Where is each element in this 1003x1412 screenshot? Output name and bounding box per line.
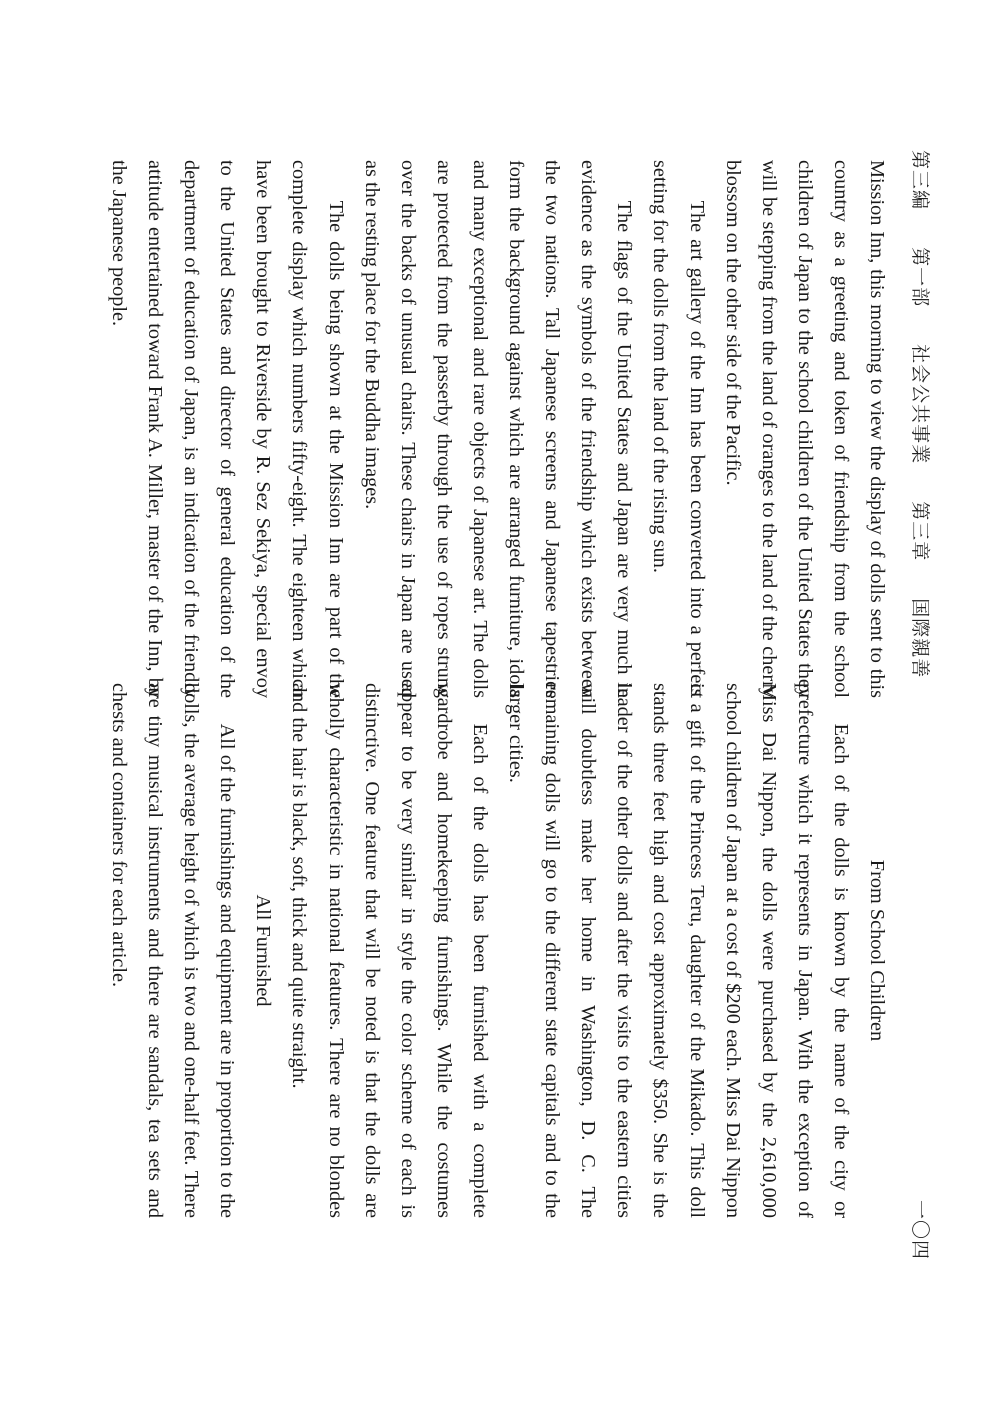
page-number: 一〇四 <box>909 1199 931 1260</box>
header-breadcrumb <box>908 150 935 678</box>
running-header <box>905 150 935 1260</box>
header-topic: 社会公共事業 <box>909 344 931 465</box>
paragraph: Each of the dolls has been furnished with a complete wardrobe and homekeeping furnishings. While the costumes appear to be very similar in style the color scheme of each is distinctive. One feature that will be noted is that the dolls are wholly characteristic in national features. There are no blondes and the hair is black, soft, thick and quite straight. <box>288 683 491 1218</box>
paragraph: The art gallery of the Inn has been converted into a perfect setting for the dolls from the land of the rising sun. <box>649 160 708 698</box>
right-text-column <box>101 683 895 1218</box>
paragraph: Each of the dolls is known by the name of the city or prefecture which it represents in Japan. With the exception of Miss Dai Nippon, the dolls were purchased by the 2,610,000 school children of Japan at a cost of $200 each. Miss Dai Nippon is a gift of the Princess Teru, daughter of the Mikado. This doll stands three feet high and cost approximately $350. She is the leader of the other dolls and after the visits to the eastern cities will doubtless make her home in Washington, D. C. The remaining dolls will go to the different state capitals and to the larger cities. <box>505 683 852 1218</box>
section-heading: From School Children <box>866 859 888 1042</box>
paragraph: The flags of the United States and Japan are very much in evidence as the symbols of the friendship which exists between the two nations. Tall Japanese screens and Japanese tapestries form the background against which are arranged furniture, idols and many exceptional and rare objects of Japanese art. The dolls are protected from the passerby through the use of ropes strung over the backs of unusual chairs. These chairs in Japan are used as the resting place for the Buddha images. <box>360 160 636 698</box>
paragraph: Mission Inn, this morning to view the display of dolls sent to this country as a greeting and token of friendship from the school children of Japan to the school children of the United States they will be stepping from the land of oranges to the land of the cherry blossom on the other side of the Pacific. <box>721 160 888 698</box>
left-text-column <box>101 160 895 698</box>
paragraph: All of the furnishings and equipment are in proportion to the dolls, the average height of which is two and one-half feet. There are tiny musical instruments and there are sandals, tea sets and chests and containers for each article. <box>108 683 239 1218</box>
header-section: 第一部 <box>909 247 931 308</box>
section-heading: All Furnished <box>252 894 275 1007</box>
header-part: 第三編 <box>909 150 931 211</box>
header-chapter: 第三章 <box>909 501 931 562</box>
header-chapter-title: 国際親善 <box>909 598 931 679</box>
paragraph: The dolls being shown at the Mission Inn are part of the complete display which numbers fifty-eight. The eighteen which have been brought to Riverside by R. Sez Sekiya, special envoy to the United States and director of general education of the department of education of Japan, is an indication of the friendly attitude entertained toward Frank A. Miller, master of the Inn, by the Japanese people. <box>108 160 347 698</box>
